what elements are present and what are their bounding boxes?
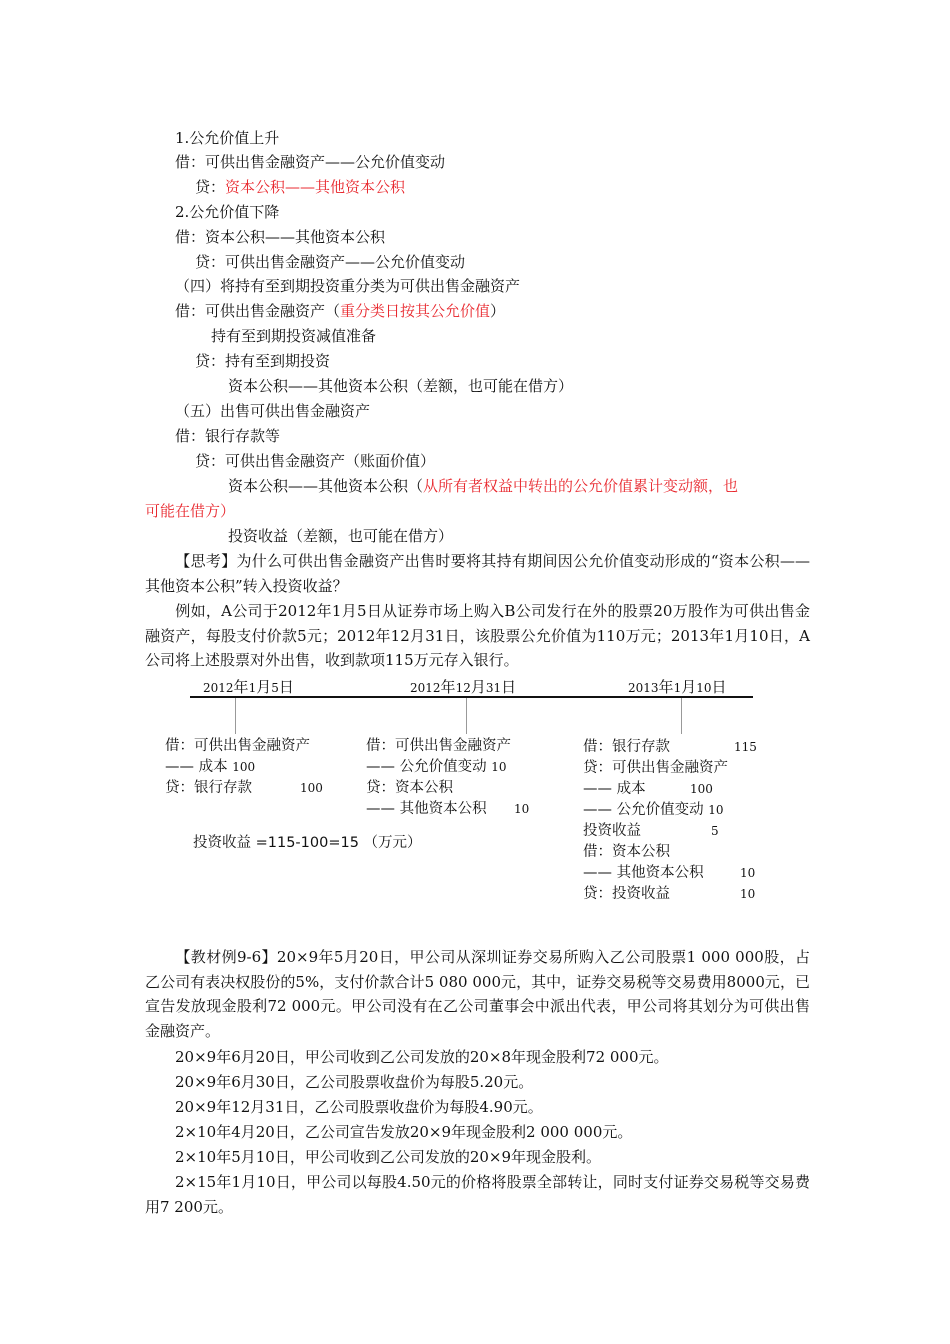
textbook-paragraph: 20×9年6月30日，乙公司股票收盘价为每股5.20元。	[175, 1073, 534, 1091]
entry-line: —— 成本 100	[165, 759, 256, 775]
textbook-paragraph: 2×10年4月20日，乙公司宣告发放20×9年现金股利2 000 000元。	[175, 1123, 633, 1141]
text-line: 借：可供出售金融资产——公允价值变动	[175, 153, 446, 171]
entry-line: 投资收益	[583, 823, 641, 839]
entry-line: —— 公允价值变动 10	[583, 802, 724, 818]
text-line: 持有至到期投资减值准备	[211, 327, 377, 345]
entry-amount: 115	[734, 740, 757, 754]
text-line: 2.公允价值下降	[175, 203, 280, 221]
entry-amount: 10	[740, 866, 756, 880]
text-line: 资本公积——其他资本公积（从所有者权益中转出的公允价值累计变动额，也	[228, 477, 739, 495]
section-heading: （五）出售可供出售金融资产	[175, 402, 371, 420]
textbook-paragraph: 2×15年1月10日，甲公司以每股4.50元的价格将股票全部转让，同时支付证券交易税等交易费用7 200元。	[145, 1173, 810, 1216]
text-line: 可能在借方）	[145, 502, 236, 520]
text-line: 贷：可供出售金融资产——公允价值变动	[195, 253, 466, 271]
entry-line: 借：可供出售金融资产	[366, 738, 511, 754]
text-line: 贷：资本公积——其他资本公积	[195, 178, 406, 196]
entry-amount: 10	[514, 802, 530, 816]
text-line: 1.公允价值上升	[175, 129, 280, 147]
textbook-paragraph: 2×10年5月10日，甲公司收到乙公司发放的20×9年现金股利。	[175, 1148, 602, 1166]
timeline-date-2: 2012年12月31日	[410, 678, 517, 696]
timeline-date-1: 2012年1月5日	[203, 678, 294, 696]
text-line: 贷：持有至到期投资	[195, 352, 331, 370]
entry-line: —— 成本	[583, 781, 646, 797]
text-line: 借：可供出售金融资产（重分类日按其公允价值）	[175, 302, 506, 320]
text-line: 投资收益（差额，也可能在借方）	[228, 527, 454, 545]
entry-line: —— 公允价值变动 10	[366, 759, 507, 775]
entry-line: 借：可供出售金融资产	[165, 738, 310, 754]
entry-line: 贷：资本公积	[366, 780, 453, 796]
entry-line: 借：银行存款	[583, 739, 670, 755]
timeline-axis	[190, 696, 753, 698]
entry-line: 贷：可供出售金融资产	[583, 760, 728, 776]
timeline-tick	[681, 698, 682, 734]
timeline-date-3: 2013年1月10日	[628, 678, 727, 696]
text-line: 资本公积——其他资本公积（差额，也可能在借方）	[228, 377, 574, 395]
entry-line: 贷：投资收益	[583, 886, 670, 902]
text-line: 借：资本公积——其他资本公积	[175, 228, 386, 246]
textbook-paragraph: 【教材例9-6】20×9年5月20日，甲公司从深圳证券交易所购入乙公司股票1 000 000股，占乙公司有表决权股份的5%，支付价款合计5 080 000元，其中，证券交易税等交易费用8000元，已宣告发放现金股利72 000元。甲公司没有在乙公司董事会中派出代表，甲公司将其划分为可供出售金融资产。	[145, 948, 810, 1040]
example-paragraph: 例如，A公司于2012年1月5日从证券市场上购入B公司发行在外的股票20万股作为可供出售金融资产，每股支付价款5元；2012年12月31日，该股票公允价值为110万元；2013年1月10日，A公司将上述股票对外出售，收到款项115万元存入银行。	[145, 602, 810, 669]
entry-line: 借：资本公积	[583, 844, 670, 860]
entry-line: 贷：银行存款	[165, 780, 252, 796]
textbook-paragraph: 20×9年6月20日，甲公司收到乙公司发放的20×8年现金股利72 000元。	[175, 1048, 669, 1066]
entry-amount: 5	[711, 824, 719, 838]
entry-amount: 100	[300, 781, 323, 795]
income-formula: 投资收益 =115-100=15 （万元）	[193, 835, 422, 851]
text-line: 借：银行存款等	[175, 427, 281, 445]
think-paragraph: 【思考】为什么可供出售金融资产出售时要将其持有期间因公允价值变动形成的“资本公积——其他资本公积”转入投资收益？	[145, 552, 810, 595]
timeline-tick	[466, 698, 467, 734]
entry-amount: 100	[690, 782, 713, 796]
timeline-tick	[235, 698, 236, 734]
entry-line: —— 其他资本公积	[366, 801, 487, 817]
entry-line: —— 其他资本公积	[583, 865, 704, 881]
section-heading: （四）将持有至到期投资重分类为可供出售金融资产	[175, 277, 521, 295]
textbook-paragraph: 20×9年12月31日，乙公司股票收盘价为每股4.90元。	[175, 1098, 543, 1116]
text-line: 贷：可供出售金融资产（账面价值）	[195, 452, 436, 470]
entry-amount: 10	[740, 887, 756, 901]
